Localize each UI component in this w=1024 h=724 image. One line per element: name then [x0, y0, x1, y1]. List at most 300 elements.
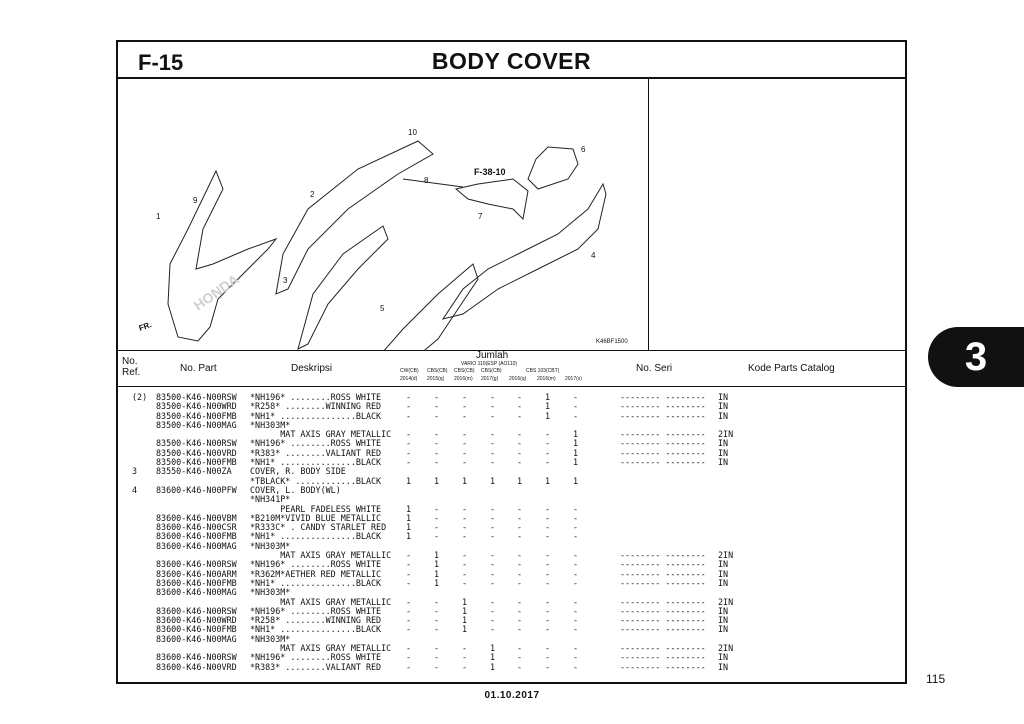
- row-description: PEARL FADELESS WHITE: [250, 503, 382, 514]
- diagram-drawing: [118, 79, 649, 350]
- row-qty: -: [517, 531, 523, 542]
- row-serial: -------- --------: [620, 568, 706, 579]
- row-serial: -------- --------: [620, 605, 706, 616]
- table-row: [118, 421, 905, 430]
- row-part-number: 83600-K46-N00VRD: [156, 661, 237, 672]
- row-qty: 1: [434, 550, 440, 561]
- row-qty: 1: [573, 457, 579, 468]
- page-number: 115: [926, 672, 946, 686]
- row-qty: -: [406, 392, 412, 402]
- row-qty: -: [406, 643, 412, 654]
- row-qty: -: [545, 447, 551, 458]
- callout-5: 5: [380, 304, 385, 313]
- row-qty: -: [573, 652, 579, 663]
- part-4-outline: [443, 184, 606, 319]
- row-qty: 1: [406, 531, 412, 542]
- row-qty: -: [462, 559, 468, 570]
- row-catalog-code: IN: [718, 568, 729, 579]
- row-catalog-code: 2IN: [718, 643, 734, 654]
- row-qty: -: [462, 429, 468, 440]
- row-qty: -: [517, 661, 523, 672]
- row-qty: 1: [573, 475, 579, 486]
- row-qty: -: [517, 438, 523, 449]
- row-catalog-code: IN: [718, 438, 729, 449]
- row-qty: -: [406, 596, 412, 607]
- row-qty: -: [517, 559, 523, 570]
- row-qty: -: [434, 596, 440, 607]
- row-qty: -: [490, 531, 496, 542]
- row-part-number: 83600-K46-N00MAG: [156, 633, 237, 644]
- row-qty: 1: [490, 643, 496, 654]
- row-qty: -: [573, 577, 579, 588]
- row-qty: -: [462, 401, 468, 412]
- row-description: *NH303M*: [250, 633, 291, 644]
- row-qty: -: [490, 429, 496, 440]
- row-qty: -: [406, 447, 412, 458]
- row-serial: -------- --------: [620, 550, 706, 561]
- part-7-outline: [456, 179, 528, 219]
- row-qty: -: [462, 512, 468, 523]
- row-qty: 1: [545, 410, 551, 421]
- row-description: *NH196* ........ROSS WHITE: [250, 605, 382, 616]
- row-qty: 1: [545, 392, 551, 402]
- row-serial: -------- --------: [620, 457, 706, 468]
- row-qty: -: [545, 661, 551, 672]
- row-part-number: 83600-K46-N00RSW: [156, 652, 237, 663]
- row-qty: 1: [434, 475, 440, 486]
- row-part-number: 83600-K46-N00RSW: [156, 559, 237, 570]
- row-qty: -: [434, 652, 440, 663]
- row-qty: -: [434, 605, 440, 616]
- row-qty: 1: [462, 624, 468, 635]
- variant-1-year: 2015(q): [427, 376, 445, 382]
- row-qty: -: [462, 438, 468, 449]
- variant-0: CW(CB): [400, 368, 419, 374]
- diagram-blank-area: [649, 79, 905, 350]
- callout-9: 9: [193, 196, 198, 205]
- row-qty: -: [517, 596, 523, 607]
- part-5-outline: [368, 264, 478, 350]
- diagram-ref-code: K46BF1500: [596, 339, 628, 345]
- row-serial: -------- --------: [620, 615, 706, 626]
- callout-7: 7: [478, 212, 483, 221]
- row-ref: (2): [132, 392, 148, 402]
- row-part-number: 83600-K46-N00FMB: [156, 577, 237, 588]
- row-part-number: 83500-K46-N00FMB: [156, 410, 237, 421]
- row-qty: -: [573, 568, 579, 579]
- row-qty: -: [462, 531, 468, 542]
- row-qty: -: [462, 661, 468, 672]
- row-qty: -: [406, 624, 412, 635]
- row-qty: -: [517, 550, 523, 561]
- footer-date: 01.10.2017: [484, 690, 540, 701]
- row-qty: -: [462, 577, 468, 588]
- section-tab: 3: [928, 327, 1024, 387]
- front-arrow-label: FR.: [137, 320, 153, 333]
- row-qty: -: [434, 643, 440, 654]
- row-qty: -: [517, 401, 523, 412]
- parts-list: [118, 393, 905, 672]
- row-qty: -: [517, 605, 523, 616]
- row-qty: 1: [490, 652, 496, 663]
- row-qty: -: [490, 410, 496, 421]
- row-serial: -------- --------: [620, 429, 706, 440]
- row-serial: -------- --------: [620, 596, 706, 607]
- row-catalog-code: IN: [718, 605, 729, 616]
- row-catalog-code: IN: [718, 661, 729, 672]
- row-qty: -: [517, 643, 523, 654]
- row-description: *NH196* ........ROSS WHITE: [250, 438, 382, 449]
- row-qty: -: [462, 457, 468, 468]
- row-part-number: 83600-K46-N00VBM: [156, 512, 237, 523]
- row-qty: -: [490, 559, 496, 570]
- row-qty: -: [406, 615, 412, 626]
- row-qty: -: [462, 503, 468, 514]
- row-qty: -: [406, 559, 412, 570]
- row-qty: -: [406, 605, 412, 616]
- row-part-number: 83600-K46-N00FMB: [156, 624, 237, 635]
- row-serial: -------- --------: [620, 438, 706, 449]
- row-qty: -: [573, 643, 579, 654]
- row-qty: -: [545, 568, 551, 579]
- row-serial: -------- --------: [620, 643, 706, 654]
- row-qty: -: [406, 568, 412, 579]
- row-description: *R362M*AETHER RED METALLIC: [250, 568, 382, 579]
- col-no-seri: No. Seri: [636, 363, 673, 374]
- row-qty: -: [545, 550, 551, 561]
- row-qty: 1: [434, 568, 440, 579]
- row-qty: -: [490, 392, 496, 402]
- row-description: *R383* ........VALIANT RED: [250, 661, 382, 672]
- col-no-part: No. Part: [180, 363, 217, 374]
- row-qty: -: [490, 605, 496, 616]
- row-qty: 1: [434, 559, 440, 570]
- row-qty: -: [406, 550, 412, 561]
- row-qty: -: [517, 429, 523, 440]
- row-qty: -: [517, 615, 523, 626]
- variant-5-year: 2016(m): [537, 376, 556, 382]
- exploded-diagram: [118, 79, 649, 350]
- row-part-number: 83600-K46-N00MAG: [156, 587, 237, 598]
- row-description: MAT AXIS GRAY METALLIC: [250, 550, 392, 561]
- row-qty: 1: [406, 512, 412, 523]
- row-qty: -: [573, 531, 579, 542]
- row-qty: -: [573, 661, 579, 672]
- row-qty: -: [517, 624, 523, 635]
- part-1-outline: [168, 171, 276, 341]
- watermark-text: HONDA: [190, 270, 242, 314]
- row-qty: -: [406, 410, 412, 421]
- row-qty: -: [434, 522, 440, 533]
- variant-4: CBS 103(CBT): [526, 368, 560, 374]
- part-6-outline: [528, 147, 578, 189]
- row-qty: -: [545, 512, 551, 523]
- row-qty: 1: [462, 615, 468, 626]
- row-description: *R333C* . CANDY STARLET RED: [250, 522, 387, 533]
- row-description: *NH1* ...............BLACK: [250, 457, 382, 468]
- row-qty: -: [434, 457, 440, 468]
- row-qty: 1: [406, 522, 412, 533]
- row-qty: -: [462, 447, 468, 458]
- row-description: *R258* ........WINNING RED: [250, 615, 382, 626]
- row-qty: -: [434, 438, 440, 449]
- row-part-number: 83500-K46-N00VRD: [156, 447, 237, 458]
- row-qty: -: [517, 522, 523, 533]
- row-qty: -: [545, 624, 551, 635]
- table-row: [118, 635, 905, 644]
- variant-0-year: 2014(d): [400, 376, 418, 382]
- row-qty: -: [490, 438, 496, 449]
- row-qty: -: [490, 503, 496, 514]
- variant-3-year: 2017(g): [481, 376, 499, 382]
- row-ref: 3: [132, 466, 138, 477]
- row-qty: -: [406, 661, 412, 672]
- row-qty: 1: [545, 475, 551, 486]
- row-catalog-code: 2IN: [718, 429, 734, 440]
- row-qty: -: [434, 429, 440, 440]
- row-qty: -: [545, 531, 551, 542]
- row-serial: -------- --------: [620, 661, 706, 672]
- row-description: *NH303M*: [250, 540, 291, 551]
- callout-4: 4: [591, 251, 596, 260]
- row-qty: -: [406, 457, 412, 468]
- row-qty: -: [545, 643, 551, 654]
- row-qty: -: [545, 503, 551, 514]
- row-qty: -: [490, 596, 496, 607]
- row-catalog-code: IN: [718, 624, 729, 635]
- row-catalog-code: IN: [718, 447, 729, 458]
- row-qty: -: [517, 392, 523, 402]
- row-qty: 1: [462, 605, 468, 616]
- row-part-number: 83600-K46-N00MAG: [156, 540, 237, 551]
- row-catalog-code: IN: [718, 615, 729, 626]
- table-row: [118, 486, 905, 495]
- row-qty: 1: [573, 447, 579, 458]
- row-qty: -: [490, 522, 496, 533]
- row-qty: -: [573, 596, 579, 607]
- leader-line: [403, 179, 463, 187]
- row-qty: -: [545, 577, 551, 588]
- row-qty: -: [545, 652, 551, 663]
- row-qty: 1: [462, 596, 468, 607]
- row-description: *NH341P*: [250, 494, 291, 505]
- row-part-number: 83600-K46-N00WRD: [156, 615, 237, 626]
- table-row: [118, 663, 905, 672]
- callout-3: 3: [283, 276, 288, 285]
- row-qty: -: [406, 652, 412, 663]
- row-catalog-code: 2IN: [718, 550, 734, 561]
- row-qty: -: [406, 438, 412, 449]
- row-qty: -: [406, 577, 412, 588]
- row-catalog-code: IN: [718, 410, 729, 421]
- col-jumlah: Jumlah: [476, 350, 509, 361]
- row-description: MAT AXIS GRAY METALLIC: [250, 643, 392, 654]
- row-catalog-code: IN: [718, 652, 729, 663]
- row-qty: -: [490, 512, 496, 523]
- row-serial: -------- --------: [620, 559, 706, 570]
- row-qty: -: [545, 615, 551, 626]
- row-part-number: 83550-K46-N00ZA: [156, 466, 232, 477]
- row-description: *NH196* ........ROSS WHITE: [250, 652, 382, 663]
- row-qty: -: [545, 596, 551, 607]
- part-3-outline: [298, 226, 388, 349]
- row-qty: -: [490, 550, 496, 561]
- row-qty: -: [545, 605, 551, 616]
- row-qty: -: [517, 652, 523, 663]
- row-description: *NH1* ...............BLACK: [250, 624, 382, 635]
- row-part-number: 83600-K46-N00FMB: [156, 531, 237, 542]
- row-qty: -: [434, 661, 440, 672]
- row-qty: -: [573, 512, 579, 523]
- row-serial: -------- --------: [620, 652, 706, 663]
- row-qty: 1: [545, 401, 551, 412]
- row-qty: -: [573, 550, 579, 561]
- table-row: [118, 467, 905, 476]
- callout-10: 10: [408, 128, 417, 137]
- callout-8: 8: [424, 176, 429, 185]
- row-qty: -: [434, 401, 440, 412]
- page-title: BODY COVER: [431, 48, 592, 74]
- row-description: *NH303M*: [250, 587, 291, 598]
- row-qty: -: [573, 522, 579, 533]
- row-qty: -: [434, 615, 440, 626]
- row-qty: 1: [406, 503, 412, 514]
- row-qty: -: [490, 401, 496, 412]
- row-qty: -: [517, 568, 523, 579]
- row-qty: -: [490, 624, 496, 635]
- row-catalog-code: IN: [718, 577, 729, 588]
- variant-2: CBS(CB): [454, 368, 475, 374]
- row-description: *NH196* ........ROSS WHITE: [250, 392, 382, 402]
- row-qty: -: [573, 615, 579, 626]
- row-qty: -: [434, 392, 440, 402]
- row-serial: -------- --------: [620, 392, 706, 402]
- col-kode-catalog: Kode Parts Catalog: [748, 363, 835, 374]
- row-qty: 1: [517, 475, 523, 486]
- row-qty: -: [545, 457, 551, 468]
- row-qty: 1: [462, 475, 468, 486]
- row-qty: -: [462, 522, 468, 533]
- row-qty: -: [517, 447, 523, 458]
- row-description: *NH196* ........ROSS WHITE: [250, 559, 382, 570]
- row-part-number: 83500-K46-N00RSW: [156, 392, 237, 402]
- row-qty: 1: [434, 577, 440, 588]
- row-qty: -: [545, 559, 551, 570]
- row-description: *R258* ........WINNING RED: [250, 401, 382, 412]
- variant-6-year: 2017(s): [565, 376, 582, 382]
- table-row: [118, 588, 905, 597]
- row-description: MAT AXIS GRAY METALLIC: [250, 596, 392, 607]
- row-qty: -: [490, 615, 496, 626]
- row-catalog-code: IN: [718, 559, 729, 570]
- row-qty: -: [462, 643, 468, 654]
- row-qty: -: [434, 447, 440, 458]
- row-qty: -: [573, 624, 579, 635]
- row-serial: -------- --------: [620, 577, 706, 588]
- row-qty: -: [573, 410, 579, 421]
- table-row: [118, 458, 905, 467]
- table-row: [118, 495, 905, 504]
- row-catalog-code: 2IN: [718, 596, 734, 607]
- row-qty: 1: [490, 475, 496, 486]
- variant-2-year: 2016(m): [454, 376, 473, 382]
- row-qty: -: [462, 410, 468, 421]
- row-qty: 1: [490, 661, 496, 672]
- row-part-number: 83600-K46-N00RSW: [156, 605, 237, 616]
- row-qty: -: [434, 503, 440, 514]
- row-catalog-code: IN: [718, 457, 729, 468]
- row-part-number: 83500-K46-N00FMB: [156, 457, 237, 468]
- row-qty: 1: [406, 475, 412, 486]
- col-deskripsi: Deskripsi: [291, 363, 333, 374]
- row-description: MAT AXIS GRAY METALLIC: [250, 429, 392, 440]
- row-description: *B210M*VIVID BLUE METALLIC: [250, 512, 382, 523]
- ref-callout: F-38-10: [474, 167, 506, 177]
- row-part-number: 83500-K46-N00WRD: [156, 401, 237, 412]
- row-qty: -: [573, 392, 579, 402]
- row-description: *NH1* ...............BLACK: [250, 410, 382, 421]
- row-qty: -: [517, 410, 523, 421]
- variant-4-year: 2016(q): [509, 376, 527, 382]
- part-2-outline: [276, 141, 433, 294]
- col-no-ref: No. Ref.: [122, 356, 141, 378]
- row-qty: -: [490, 457, 496, 468]
- row-part-number: 83600-K46-N00PFW: [156, 484, 237, 495]
- col-jumlah-sub: VARIO 110(ESP (AO110): [461, 361, 518, 367]
- title-bar: [118, 42, 905, 79]
- row-serial: -------- --------: [620, 624, 706, 635]
- row-part-number: 83600-K46-N00CSR: [156, 522, 237, 533]
- row-qty: 1: [573, 429, 579, 440]
- row-qty: -: [517, 503, 523, 514]
- row-qty: -: [573, 559, 579, 570]
- row-description: *NH303M*: [250, 419, 291, 430]
- row-qty: -: [434, 531, 440, 542]
- callout-1: 1: [156, 212, 161, 221]
- table-row: [118, 542, 905, 551]
- row-qty: -: [406, 429, 412, 440]
- row-ref: 4: [132, 484, 138, 495]
- row-description: *NH1* ...............BLACK: [250, 531, 382, 542]
- row-part-number: 83600-K46-N00ARM: [156, 568, 237, 579]
- variant-3: CBS(CB): [481, 368, 502, 374]
- row-part-number: 83500-K46-N00RSW: [156, 438, 237, 449]
- row-description: COVER, R. BODY SIDE: [250, 466, 346, 477]
- row-qty: 1: [573, 438, 579, 449]
- row-catalog-code: IN: [718, 401, 729, 412]
- table-header: [118, 350, 905, 387]
- row-description: *TBLACK* ............BLACK: [250, 475, 382, 486]
- callout-6: 6: [581, 145, 586, 154]
- row-qty: -: [490, 577, 496, 588]
- row-qty: -: [517, 457, 523, 468]
- row-qty: -: [545, 438, 551, 449]
- row-qty: -: [573, 605, 579, 616]
- row-qty: -: [490, 447, 496, 458]
- row-catalog-code: IN: [718, 392, 729, 402]
- row-qty: -: [545, 429, 551, 440]
- row-qty: -: [573, 503, 579, 514]
- callout-2: 2: [310, 190, 315, 199]
- variant-1: CBS(CB): [427, 368, 448, 374]
- row-description: *NH1* ...............BLACK: [250, 577, 382, 588]
- row-serial: -------- --------: [620, 447, 706, 458]
- row-qty: -: [434, 410, 440, 421]
- row-qty: -: [490, 568, 496, 579]
- row-qty: -: [462, 652, 468, 663]
- row-qty: -: [517, 512, 523, 523]
- row-part-number: 83500-K46-N00MAG: [156, 419, 237, 430]
